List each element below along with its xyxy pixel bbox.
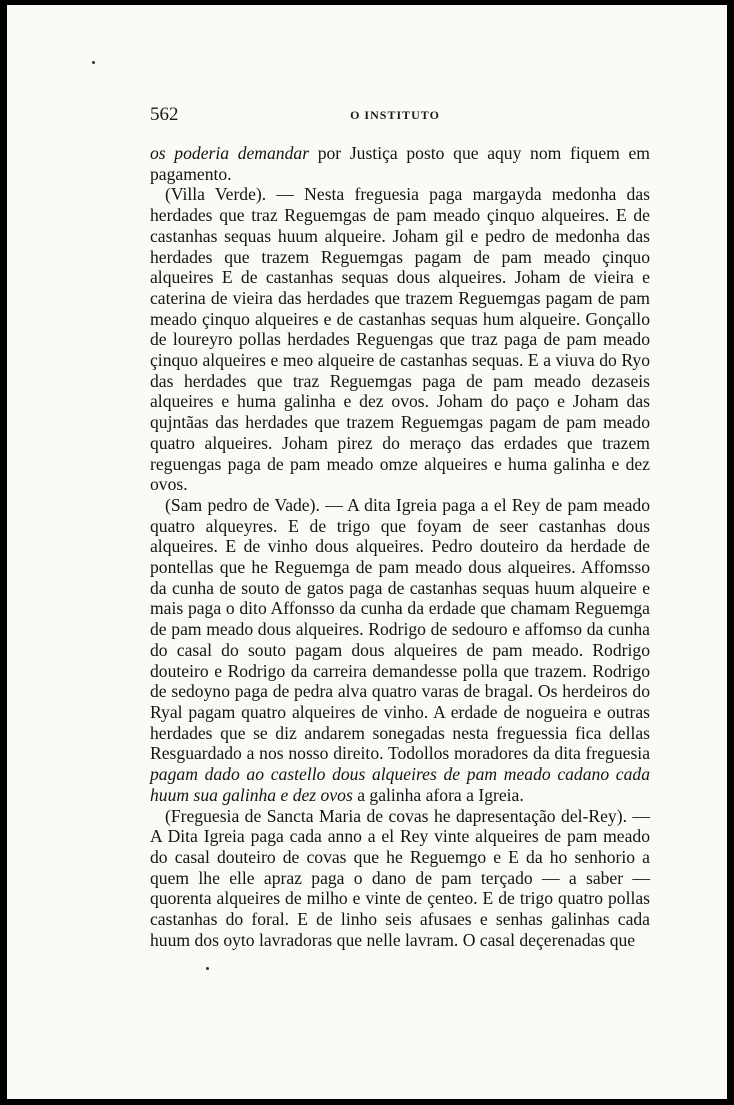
paragraph-text: (Villa Verde). — Nesta freguesia paga margayda medonha das herdades que traz Reguemgas de pam meado çinquo alqueires. E de castanhas sequas huum alqueire. Joham gil e pedro de medonha das herdades que trazem Reguemgas pagam de pam meado çinquo alqueires E de castanhas sequas dous alqueires. Joham de vieira e caterina de vieira das herdades que trazem Reguemgas pagam de pam meado çinquo alqueires e de castanhas sequas hum alqueire. Gonçallo de loureyro pollas herdades Reguengas que traz paga de pam meado çinquo alqueires e meo alqueire de castanhas sequas. E a viuva do Ryo das herdades que traz Reguemgas paga de pam meado dezaseis alqueires e huma galinha e dez ovos. Joham do paço e Joham das qujntãas das herdades que trazem Reguemgas pagam de pam meado quatro alqueires. Joham pirez do meraço das erdades que trazem reguengas paga de pam meado omze alqueires e huma galinha e dez ovos.: [150, 184, 650, 495]
ink-speck: [206, 967, 209, 970]
paragraph-text: (Sam pedro de Vade). — A dita Igreia paga a el Rey de pam meado quatro alqueyres. E de trigo que foyam de seer castanhas dous alqueires. E de vinho dous alqueires. Pedro douteiro da herdade de pontellas que he Reguemga de pam meado dous alqueires. Affomsso da cunha de souto de gatos paga de castanhas sequas huum alqueire e mais paga o dito Affonsso da cunha da erdade que chamam Reguemga de pam meado dous alqueires. Rodrigo de sedouro e affomso da cunha do casal do souto pagam dous alqueires de pam meado. Rodrigo douteiro e Rodrigo da carreira demandesse polla que trazem. Rodrigo de sedoyno paga de pedra alva quatro varas de bragal. Os herdeiros do Ryal pagam quatro alqueires de vinho. A erdade de nogueira e outras herdades que se diz andarem sonegadas nesta freguessia fica dellas Resguardado a nos nosso direito. Todollos moradores da dita freguesia: [150, 494, 650, 764]
running-title: O INSTITUTO: [350, 108, 440, 122]
body-text: [150, 143, 650, 950]
page-header: [150, 104, 640, 126]
italic-phrase: os poderia demandar: [150, 143, 310, 163]
paragraph-text: (Freguesia de Sancta Maria de covas he dapresentação del-Rey). — A Dita Igreia paga cada anno a el Rey vinte alqueires de pam meado do casal douteiro de covas que he Reguemgo e E da ho senhorio a quem lhe elle apraz paga o dano de pam terçado — a saber — quorenta alqueires de milho e vinte de çenteo. E de trigo quatro pollas castanhas do foral. E de linho seis afusaes e senhas galinhas cada huum dos oyto lavradoras que nelle lavram. O casal deçerenadas que: [150, 805, 650, 950]
paragraph: [150, 143, 650, 184]
italic-phrase: pagam dado ao castello dous alqueires de pam meado cadano cada huum sua galinha e dez ovos: [150, 764, 650, 805]
paragraph-text: por Justiça posto que aquy nom fiquem em pagamento.: [150, 143, 650, 184]
page-number: 562: [150, 104, 179, 125]
paragraph: [150, 806, 650, 951]
paragraph: [150, 495, 650, 806]
paragraph: [150, 184, 650, 495]
scanned-page: [7, 5, 727, 1099]
paragraph-text: a galinha afora a Igreia.: [352, 784, 524, 805]
ink-speck: [92, 61, 95, 64]
